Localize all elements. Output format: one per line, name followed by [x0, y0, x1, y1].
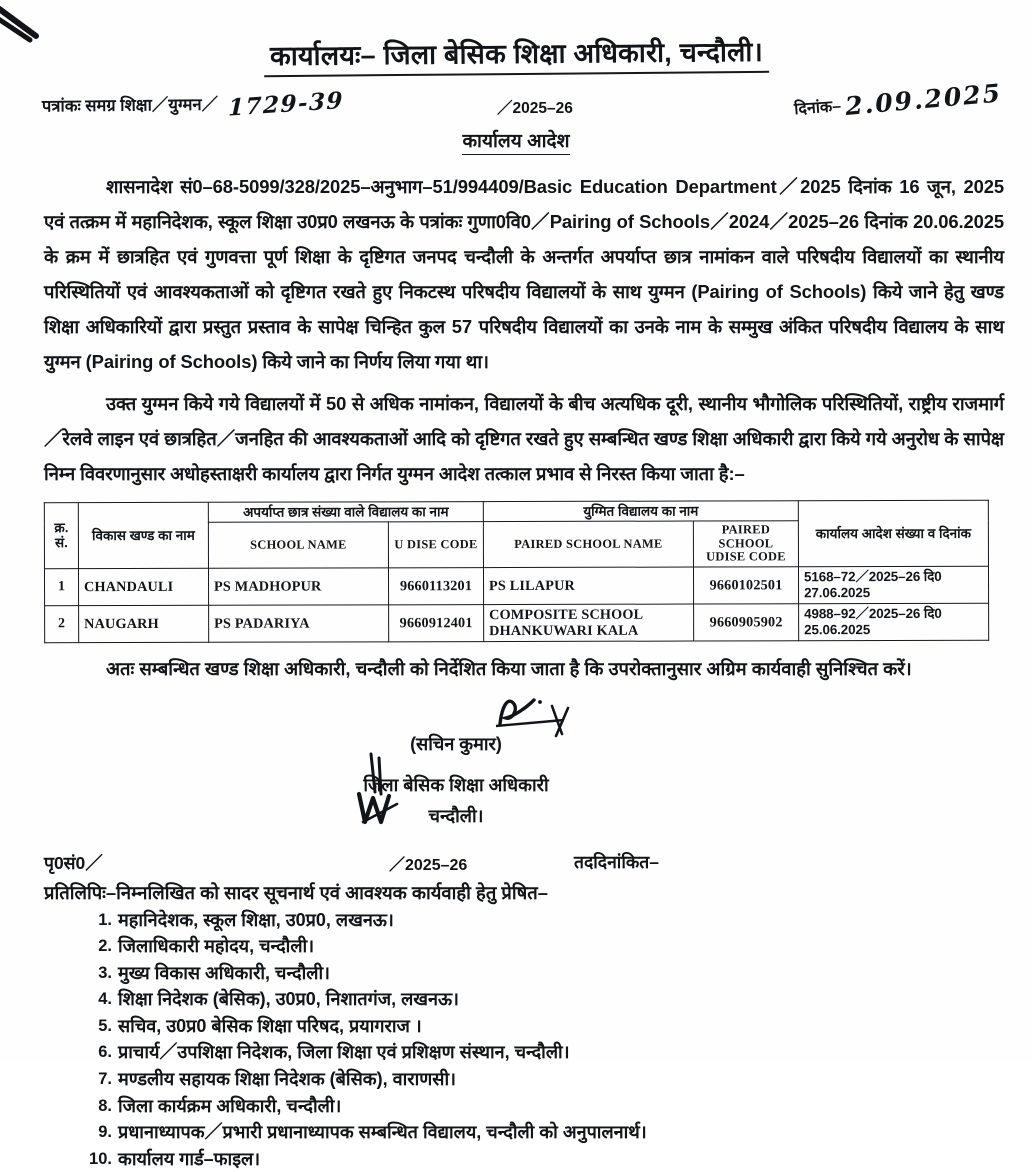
th-paired-school-name: PAIRED SCHOOL NAME — [483, 521, 693, 567]
cell-school-name: PS MADHOPUR — [208, 567, 388, 604]
cell-paired-school: PS LILAPUR — [483, 567, 693, 605]
cell-school-name: PS PADARIYA — [209, 604, 389, 641]
cell-serial-no: 1 — [44, 568, 78, 605]
date-value: 2.09.2025 — [840, 78, 1003, 121]
th-paired-school: युग्मित विद्यालय का नाम — [483, 501, 798, 522]
signature-block — [0, 732, 1032, 828]
closing-paragraph-area — [0, 642, 1032, 686]
th-order-no-date: कार्यालय आदेश संख्या व दिनांक — [798, 500, 988, 566]
th-insufficient-school: अपर्याप्त छात्र संख्या वाले विद्यालय का नाम — [208, 502, 483, 523]
th-serial-no: क्र. सं. — [44, 503, 78, 569]
cell-order-no-date: 5168–72／2025–26 दि0 27.06.2025 — [798, 566, 988, 603]
list-item: शिक्षा निदेशक (बेसिक), उ0प्र0, निशातगंज, लखनऊ। — [118, 986, 1032, 1013]
table-row — [44, 566, 988, 605]
signatory-name: (सचिन कुमार) — [0, 732, 912, 756]
letter-meta-row — [0, 79, 1032, 125]
copy-to-list — [0, 907, 1032, 1172]
list-item: प्रधानाध्यापक／प्रभारी प्रधानाध्यापक सम्बन्धित विद्यालय, चन्दौली को अनुपालनार्थ। — [118, 1119, 1032, 1146]
signatory-place: चन्दौली। — [0, 804, 912, 828]
list-item: जिलाधिकारी महोदय, चन्दौली। — [118, 933, 1032, 960]
letter-number-value: 1729-39 — [218, 87, 344, 122]
th-block-name: विकास खण्ड का नाम — [78, 502, 208, 568]
list-item: मण्डलीय सहायक शिक्षा निदेशक (बेसिक), वाराणसी। — [118, 1066, 1032, 1093]
list-item: सचिव, उ0प्र0 बेसिक शिक्षा परिषद, प्रयागराज । — [118, 1013, 1032, 1040]
office-title-block — [0, 0, 1032, 75]
endorsement-page-no-label: पृ0सं0／ — [44, 850, 103, 875]
closing-paragraph: अतः सम्बन्धित खण्ड शिक्षा अधिकारी, चन्दौली को निर्देशित किया जाता है कि उपरोक्तानुसार अग्रिम कार्यवाही सुनिश्चित करें। — [44, 652, 1004, 686]
copy-to-intro: प्रतिलिपिः–निम्नलिखित को सादर सूचनार्थ एवं आवश्यक कार्यवाही हेतु प्रेषित– — [44, 880, 1032, 905]
endorsement-dated-same: तददिनांकित– — [574, 850, 659, 874]
body-text-area — [0, 155, 1032, 491]
order-heading: कार्यालय आदेश — [462, 127, 569, 155]
list-item: प्राचार्य／उपशिक्षा निदेशक, जिला शिक्षा एवं प्रशिक्षण संस्थान, चन्दौली। — [118, 1039, 1032, 1066]
pairing-table-body — [44, 566, 988, 642]
office-title: कार्यालयः– जिला बेसिक शिक्षा अधिकारी, चन्दौली। — [263, 32, 768, 77]
th-paired-udise-code: PAIRED SCHOOL UDISE CODE — [693, 521, 798, 567]
cell-udise-code: 9660113201 — [388, 567, 483, 604]
letter-date-block — [793, 80, 1003, 123]
paragraph-cancellation: उक्त युग्मन किये गये विद्यालयों में 50 से अधिक नामांकन, विद्यालयों के बीच अत्यधिक दूरी, स्थानीय भौगोलिक परिस्थितियों, राष्ट्रीय राजमार्ग／रेलवे लाइन एवं छात्रहित／जनहित की आवश्यकताओं आदि को दृष्टिगत रखते हुए सम्बन्धित खण्ड शिक्षा अधिकारी द्वारा किये गये अनुरोध के सापेक्ष निम्न विवरणानुसार अधोहस्ताक्षरी कार्यालय द्वारा निर्गत युग्मन आदेश तत्काल प्रभाव से निरस्त किया जाता है:– — [44, 386, 1004, 491]
cell-paired-school: COMPOSITE SCHOOL DHANKUWARI KALA — [484, 604, 694, 642]
pairing-table — [44, 500, 989, 643]
cell-serial-no: 2 — [45, 605, 79, 642]
cell-block-name: CHANDAULI — [78, 568, 208, 605]
paragraph-background: शासनादेश सं0–68-5099/328/2025–अनुभाग–51/994409/Basic Education Department／2025 दिनांक 16 जून, 2025 एवं तत्क्रम में महानिदेशक, स्कूल शिक्षा उ0प्र0 लखनऊ के पत्रांकः गुणा0वि0／Pairing of Schools／2024／2025–26 दिनांक 20.06.2025 के क्रम में छात्रहित एवं गुणवत्ता पूर्ण शिक्षा के दृष्टिगत जनपद चन्दौली के अन्तर्गत अपर्याप्त छात्र नामांकन वाले परिषदीय विद्यालयों का स्थानीय परिस्थितियों एवं आवश्यकताओं को दृष्टिगत रखते हुए निकटस्थ परिषदीय विद्यालयों के साथ युग्मन (Pairing of Schools) किये जाने हेतु खण्ड शिक्षा अधिकारियों द्वारा प्रस्तुत प्रस्ताव के सापेक्ष चिन्हित कुल 57 परिषदीय विद्यालयों का उनके नाम के सम्मुख अंकित परिषदीय विद्यालय के साथ युग्मन (Pairing of Schools) किये जाने का निर्णय लिया गया था। — [44, 169, 1004, 379]
date-label: दिनांक– — [794, 98, 842, 118]
cell-block-name: NAUGARH — [79, 605, 209, 642]
table-header-row-hindi — [44, 500, 988, 522]
letter-number-block — [42, 89, 344, 120]
order-heading-block — [0, 127, 1032, 155]
letter-session: ／2025–26 — [497, 96, 573, 118]
endorsement-session: ／2025–26 — [389, 852, 467, 875]
list-item: मुख्य विकास अधिकारी, चन्दौली। — [118, 960, 1032, 987]
signatory-designation: जिला बेसिक शिक्षा अधिकारी — [0, 773, 912, 797]
cell-udise-code: 9660912401 — [389, 604, 484, 641]
th-udise-code: U DISE CODE — [388, 522, 483, 568]
th-school-name: SCHOOL NAME — [208, 522, 388, 568]
letter-number-label: पत्रांकः समग्र शिक्षा／युग्मन／ — [42, 96, 218, 116]
cell-paired-udise: 9660102501 — [693, 566, 798, 603]
list-item: महानिदेशक, स्कूल शिक्षा, उ0प्र0, लखनऊ। — [118, 907, 1032, 934]
cell-order-no-date: 4988–92／2025–26 दि0 25.06.2025 — [799, 603, 989, 640]
list-item: कार्यालय गार्ड–फाइल। — [118, 1146, 1032, 1172]
endorsement-row — [44, 850, 1032, 876]
list-item: जिला कार्यक्रम अधिकारी, चन्दौली। — [118, 1093, 1032, 1120]
cell-paired-udise: 9660905902 — [694, 603, 799, 640]
table-row — [45, 603, 989, 642]
